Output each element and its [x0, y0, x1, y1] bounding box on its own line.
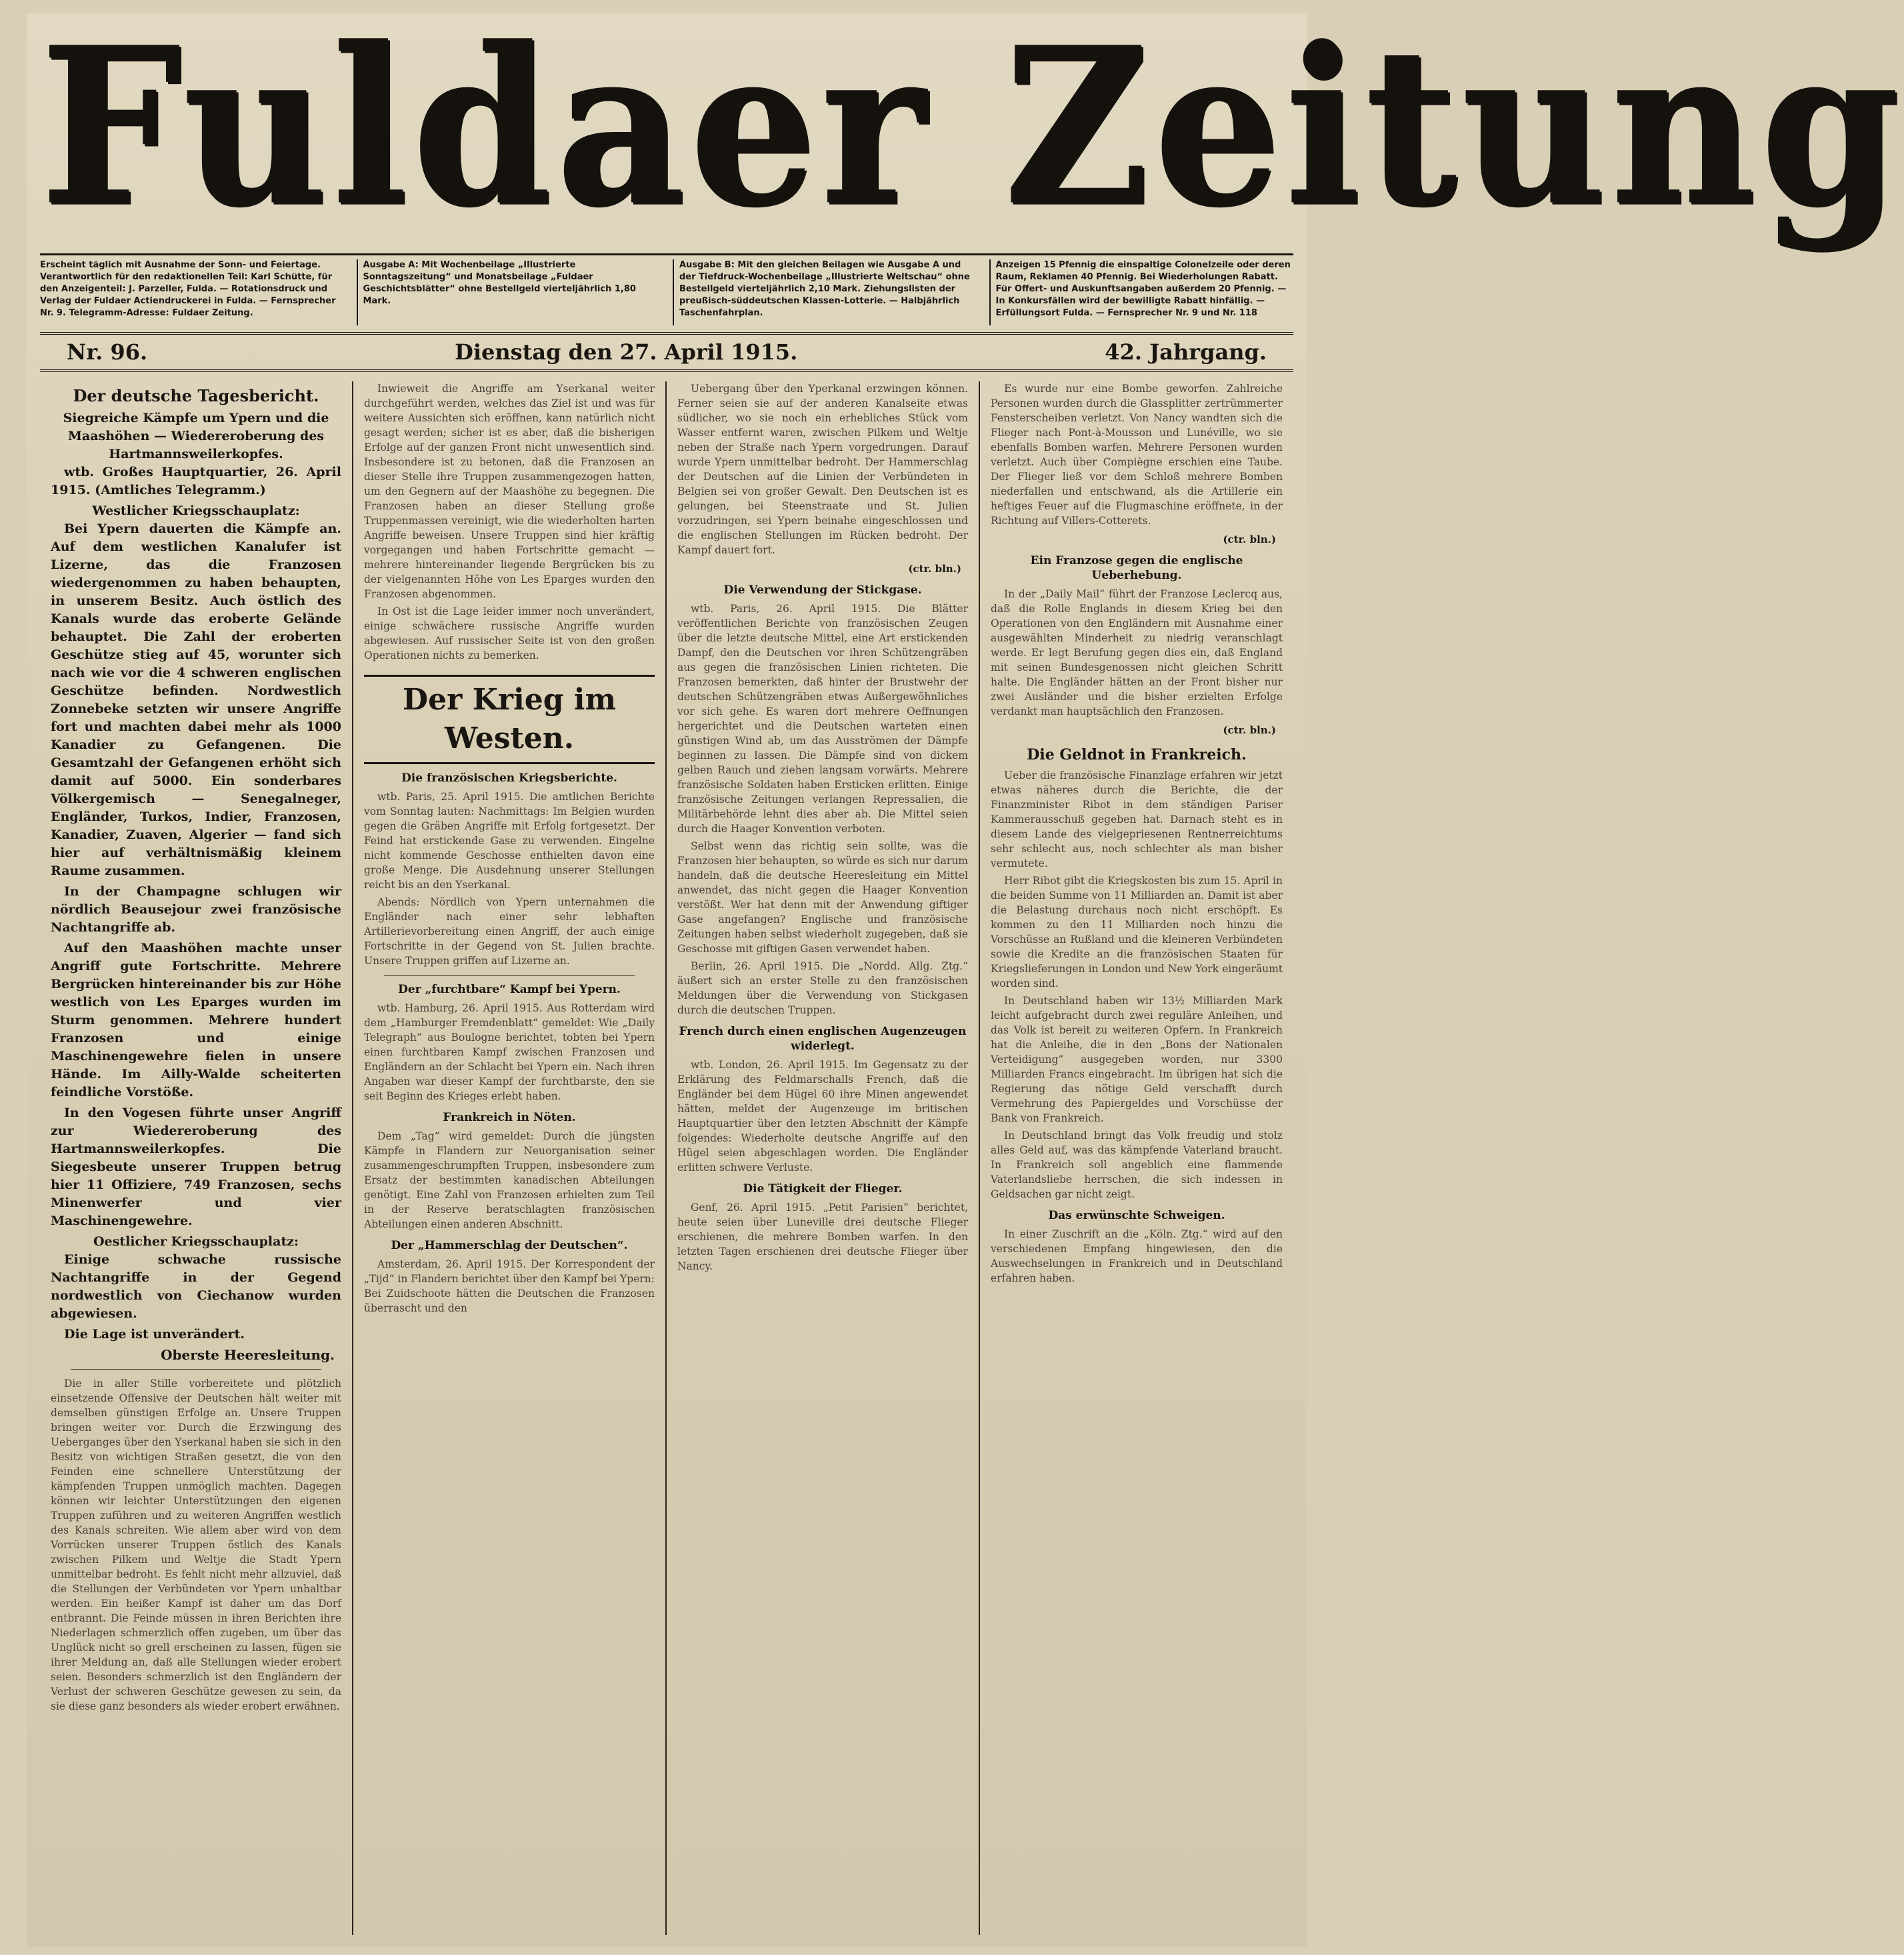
article-columns	[40, 381, 1293, 1935]
article-paragraph: In den Vogesen führte unser Angriff zur Wiedereroberung des Hartmannsweilerkopfes. Die Siegesbeute unserer Truppen betrug hier 11 Offiziere, 749 Franzosen, sechs Minenwerfer und vier Maschinengewehre.	[51, 1106, 341, 1228]
article-paragraph: In der Champagne schlugen wir nördlich Beausejour zwei französische Nachtangriffe ab.	[51, 884, 341, 935]
article-paragraph: Die Lage ist unverändert.	[64, 1327, 245, 1342]
article-headline: Der deutsche Tagesbericht.	[73, 386, 319, 405]
article-subheadline: Siegreiche Kämpfe um Ypern und die Maashöhen — Wiedereroberung des Hartmannsweilerkopfes.	[63, 411, 329, 461]
column-4	[980, 381, 1293, 1935]
column-1	[40, 381, 353, 1935]
article-subheadline: Der „Hammerschlag der Deutschen“.	[391, 1239, 628, 1252]
article-paragraph: In Deutschland haben wir 13½ Milliarden Mark leicht aufgebracht durch zwei reguläre Anleihen, und das Volk ist bereit zu weiteren Opfern. In Frankreich hat die Anleihe, die in den „Bons der Nationalen Verteidigung“ ausgegeben worden, nur 3300 Milliarden Francs eingebracht. Im übrigen hat sich die Regierung das nötige Geld verschafft durch Vermehrung des Papiergeldes und Vorschüsse der Bank von Frankreich.	[991, 995, 1283, 1124]
column-2	[353, 381, 667, 1935]
article-paragraph: wtb. Paris, 25. April 1915. Die amtlichen Berichte vom Sonntag lauten: Nachmittags: Im Belgien wurden gegen die Gräben Angriffe mit Erfolg fortgesetzt. Der Feind hat erstickende Gase zu verwenden. Eingelne nicht kommende Geschosse enthielten davon eine große Menge. Die Ausdehnung unserer Stellungen reicht bis an den Yserkanal.	[364, 791, 655, 891]
article-subheadline: Ein Franzose gegen die englische Ueberhebung.	[1030, 554, 1243, 582]
section-heading-east: Oestlicher Kriegsschauplatz:	[93, 1234, 299, 1249]
article-signature: (ctr. bln.)	[908, 563, 961, 575]
article-paragraph: wtb. Paris, 26. April 1915. Die Blätter veröffentlichen Berichte von französischen Zeugen über die letzte deutsche Mittel, eine Art erstickenden Dampf, den die Deutschen vor ihren Schützengräben aus gegen die französischen Linien richteten. Die Franzosen bemerkten, daß hinter der Brustwehr der deutschen Schützengräben etwas Außergewöhnliches vor sich gehe. Es waren dort mehrere Oeffnungen hergerichtet und die Deutschen warteten einen günstigen Wind ab, um das Ausströmen der Dämpfe beginnen zu lassen. Die Dämpfe sind von dickem gelben Rauch und ziehen langsam vorwärts. Mehrere französische Soldaten haben Ersticken erlitten. Einige französische Zeitungen verlangen Repressalien, die Militärbehörde lehnt dies aber ab. Die Mittel seien durch die Haager Konvention verboten.	[677, 603, 968, 835]
divider	[71, 1369, 321, 1370]
dateline	[40, 332, 1293, 372]
article-paragraph: wtb. Hamburg, 26. April 1915. Aus Rotterdam wird dem „Hamburger Fremdenblatt“ gemeldet: Wie „Daily Telegraph“ aus Boulogne berichtet, tobten bei Ypern einen furchtbaren Kampf zwischen Franzosen und Engländern an der Schlacht bei Ypern ein. Nach ihren Angaben war dieser Kampf der furchtbarste, den sie seit Beginn des Krieges erlebt haben.	[364, 1002, 655, 1102]
article-paragraph: Abends: Nördlich von Ypern unternahmen die Engländer nach einer sehr lebhaften Artillerievorbereitung einen Angriff, der auch einige Fortschritte in der Gegend von St. Julien brachte. Unsere Truppen griffen auf Lizerne an.	[364, 896, 655, 967]
article-paragraph: Inwieweit die Angriffe am Yserkanal weiter durchgeführt werden, welches das Ziel ist und was für weitere Aussichten sich eröffnen, kann natürlich nicht gesagt werden; sicher ist es aber, daß die bisherigen Erfolge auf der ganzen Front nicht unwesentlich sind. Insbesondere ist zu betonen, daß die Franzosen an dieser Stelle ihre Truppen zusammengezogen hatten, um den Gegnern auf der Maashöhe zu begegnen. Die Franzosen haben an dieser Stellung große Truppenmassen vereinigt, wie die wiederholten harten Angriffe beweisen. Unsere Truppen sind hier kräftig vorgegangen und haben Fortschritte gemacht — mehrere hintereinander liegende Bergrücken bis zu der vielgenannten Höhe von Les Eparges wurden den Franzosen abgenommen.	[364, 383, 655, 600]
newspaper-page	[27, 0, 1904, 1947]
article-paragraph: Genf, 26. April 1915. „Petit Parisien“ berichtet, heute seien über Luneville drei deutsche Flieger erschienen, die mehrere Bomben warfen. In den letzten Tagen erschienen drei deutsche Flieger über Nancy.	[677, 1202, 968, 1272]
newspaper-title: Fuldaer Zeitung	[40, 0, 1904, 254]
article-subheadline: Die Tätigkeit der Flieger.	[743, 1182, 903, 1196]
article-paragraph: wtb. London, 26. April 1915. Im Gegensatz zu der Erklärung des Feldmarschalls French, daß die Engländer bei dem Hügel 60 ihre Minen angewendet hätten, meldet der Augenzeuge im britischen Hauptquartier über den letzten Abschnitt der Kämpfe folgendes: Wiederholte deutsche Angriffe auf den Hügel seien abgeschlagen worden. Die Engländer erlitten schwere Verluste.	[677, 1059, 968, 1174]
article-paragraph: Berlin, 26. April 1915. Die „Nordd. Allg. Ztg.“ äußert sich an erster Stelle zu den französischen Meldungen über die Verwendung von Stickgasen durch die deutschen Truppen.	[677, 960, 968, 1016]
article-paragraph: In einer Zuschrift an die „Köln. Ztg.“ wird auf den verschiedenen Empfang hingewiesen, den die Auswechselungen in Frankreich und in Deutschland erfahren haben.	[991, 1228, 1283, 1284]
article-subheadline: Die Verwendung der Stickgase.	[723, 583, 922, 597]
info-box-publication: Erscheint täglich mit Ausnahme der Sonn- und Feiertage. Verantwortlich für den redaktionellen Teil: Karl Schütte, für den Anzeigenteil: J. Parzeller, Fulda. — Rotationsdruck und Verlag der Fuldaer Actiendruckerei in Fulda. — Fernsprecher Nr. 9. Telegramm-Adresse: Fuldaer Zeitung.	[40, 260, 336, 318]
article-paragraph: Einige schwache russische Nachtangriffe in der Gegend nordwestlich von Ciechanow wurden abgewiesen.	[51, 1252, 341, 1321]
article-dateline: wtb. Großes Hauptquartier, 26. April 1915. (Amtliches Telegramm.)	[51, 465, 341, 497]
info-box-advertising: Anzeigen 15 Pfennig die einspaltige Colonelzeile oder deren Raum, Reklamen 40 Pfennig. Bei Wiederholungen Rabatt. Für Offert- und Auskunftsangaben außerdem 20 Pfennig. — In Konkursfällen wird der bewilligte Rabatt hinfällig. — Erfüllungsort Fulda. — Fernsprecher Nr. 9 und Nr. 118	[989, 259, 1294, 325]
article-subheadline: French durch einen englischen Augenzeugen widerlegt.	[679, 1025, 967, 1053]
info-box-edition-a: Ausgabe A: Mit Wochenbeilage „Illustrierte Sonntagszeitung“ und Monatsbeilage „Fuldaer Geschichtsblätter“ ohne Bestellgeld vierteljährlich 1,80 Mark.	[357, 259, 661, 325]
info-box-edition-b: Ausgabe B: Mit den gleichen Beilagen wie Ausgabe A und der Tiefdruck-Wochenbeilage „Illustrierte Weltschau“ ohne Bestellgeld vierteljährlich 2,10 Mark. Ziehungslisten der preußisch-süddeutschen Klassen-Lotterie. — Halbjährlich Taschenfahrplan.	[673, 259, 977, 325]
article-subheadline: Das erwünschte Schweigen.	[1048, 1209, 1225, 1222]
section-headline-war-west: Der Krieg im Westen.	[364, 675, 655, 764]
article-paragraph: Auf den Maashöhen machte unser Angriff gute Fortschritte. Mehrere Bergrücken hintereinander bis zur Höhe westlich von Les Eparges wurden im Sturm genommen. Mehrere hundert Franzosen und einige Maschinengewehre fielen in unsere Hände. Im Ailly-Walde scheiterten feindliche Vorstöße.	[51, 941, 341, 1100]
article-subheadline: Der „furchtbare“ Kampf bei Ypern.	[398, 983, 621, 996]
article-signature: (ctr. bln.)	[1223, 724, 1276, 736]
article-paragraph: Es wurde nur eine Bombe geworfen. Zahlreiche Personen wurden durch die Glassplitter zertrümmerter Fensterscheiben verletzt. Von Nancy wandten sich die Flieger nach Pont-à-Mousson und Lunéville, wo sie ebenfalls Bomben warfen. Mehrere Personen wurden verletzt. Auch über Compiègne erschien eine Taube. Der Flieger ließ vor dem Schloß mehrere Bomben niederfallen und entschwand, als die Artillerie ein heftiges Feuer auf die Flugmaschine eröffnete, in der Richtung auf Villers-Cotterets.	[991, 383, 1283, 527]
article-paragraph: Ueber die französische Finanzlage erfahren wir jetzt etwas näheres durch die Berichte, die der Finanzminister Ribot in dem ständigen Pariser Kammerausschuß gegeben hat. Darnach steht es in diesem Lande des vielgepriesenen Rentnerreichtums sehr schlecht aus, noch schlechter als man bisher vermutete.	[991, 769, 1283, 869]
issue-date: Dienstag den 27. April 1915.	[455, 339, 798, 365]
issue-number: Nr. 96.	[67, 339, 148, 365]
article-paragraph: In Deutschland bringt das Volk freudig und stolz alles Geld auf, was das kämpfende Vaterland braucht. In Frankreich soll angeblich eine flammende Vaterlandsliebe herrschen, die sich indessen in Geldsachen gar nicht zeigt.	[991, 1130, 1283, 1200]
volume-number: 42. Jahrgang.	[1105, 339, 1267, 365]
article-signature: Oberste Heeresleitung.	[161, 1347, 335, 1363]
article-paragraph: In Ost ist die Lage leider immer noch unverändert, einige schwächere russische Angriffe wurden abgewiesen. Auf russischer Seite ist von den großen Operationen nichts zu bemerken.	[364, 605, 655, 661]
article-paragraph: Die in aller Stille vorbereitete und plötzlich einsetzende Offensive der Deutschen hält weiter mit demselben günstigen Erfolge an. Unsere Truppen bringen weiter vor. Durch die Erzwingung des Ueberganges über den Yserkanal haben sie sich in den Besitz von wichtigen Straßen gesetzt, die von den Feinden eine schnellere Unterstützung der kämpfenden Truppen unmöglich machten. Dagegen können wir leichter Unterstützungen den eigenen Truppen zuführen und zu weiteren Angriffen westlich des Kanals schreiten. Wie allem aber wird von dem Vorrücken unserer Truppen östlich des Kanals zwischen Pilkem und Weltje die Stadt Ypern unmittelbar bedroht. Es fehlt nicht mehr allzuviel, daß die Stellungen der Verbündeten vor Ypern unhaltbar werden. Ein heißer Kampf ist daher um das Dorf entbrannt. Die Feinde müssen in ihren Berichten ihre Niederlagen schmerzlich offen zugeben, um über das Unglück nicht so grell erscheinen zu lassen, fügen sie ihrer Meldung an, daß alle Stellungen wieder erobert seien. Besonders schmerzlich ist den Engländern der Verlust der schweren Geschütze gewesen zu sein, da sie diese ganz besonders als wieder erobert erwähnen.	[51, 1378, 341, 1712]
article-paragraph: Herr Ribot gibt die Kriegskosten bis zum 15. April in die beiden Summe von 11 Milliarden an. Damit ist aber die Belastung durchaus noch nicht erschöpft. Es kommen zu den 11 Milliarden noch hinzu die Vorschüsse an Rußland und die kleineren Verbündeten sowie die Kredite an die französischen Staaten für Kriegslieferungen in London und New York eingeräumt worden sind.	[991, 875, 1283, 990]
info-strip	[40, 253, 1293, 325]
article-paragraph: In der „Daily Mail“ führt der Franzose Leclercq aus, daß die Rolle Englands in diesem Krieg bei den Operationen von den Engländern mit Ausnahme einer ausgewählten Minderheit zu niedrig veranschlagt werde. Er legt Berufung gegen dies ein, daß England mit seinen Bundesgenossen nicht gleichen Schritt halte. Die Engländer hätten an der Front bisher nur zwei Ausländer und die bisher erzielten Erfolge verdankt man hauptsächlich den Franzosen.	[991, 588, 1283, 717]
article-paragraph: Dem „Tag“ wird gemeldet: Durch die jüngsten Kämpfe in Flandern zur Neuorganisation seiner zusammengeschrumpften Truppen, insbesondere zum Ersatz der bestimmten kanadischen Abteilungen genötigt. Eine Zahl von Franzosen erhielten zum Teil in der Reserve beratschlagten französischen Abteilungen einen anderen Abschnitt.	[364, 1130, 655, 1230]
section-heading-west: Westlicher Kriegsschauplatz:	[92, 503, 300, 518]
article-paragraph: Amsterdam, 26. April 1915. Der Korrespondent der „Tijd“ in Flandern berichtet über den Kampf bei Ypern: Bei Zuidschoote hätten die Deutschen die Franzosen überrascht und den	[364, 1258, 655, 1314]
article-paragraph: Uebergang über den Yperkanal erzwingen können. Ferner seien sie auf der anderen Kanalseite etwas südlicher, wo sie noch ein erhebliches Stück vom Wasser entfernt waren, zwischen Pilkem und Weltje neben der Straße nach Ypern vorgedrungen. Darauf wurde Ypern unmittelbar bedroht. Der Hammerschlag der Deutschen auf die Linien der Verbündeten in Belgien sei von großer Gewalt. Den Deutschen ist es gelungen, bei Steenstraate und St. Julien vorzudringen, sei Ypern beinahe eingeschlossen und die englischen Stellungen im Rücken bedroht. Der Kampf dauert fort.	[677, 383, 968, 556]
article-paragraph: Bei Ypern dauerten die Kämpfe an. Auf dem westlichen Kanalufer ist Lizerne, das die Franzosen wiedergenommen zu haben behaupten, in unserem Besitz. Auch östlich des Kanals wurde das eroberte Gelände behauptet. Die Zahl der eroberten Geschütze stieg auf 45, worunter sich nach wie vor die 4 schweren englischen Geschütze befinden. Nordwestlich Zonnebeke setzten wir unsere Angriffe fort und machten dabei mehr als 1000 Kanadier zu Gefangenen. Die Gesamtzahl der Gefangenen erhöht sich damit auf 5000. Ein sonderbares Völkergemisch — Senegalneger, Engländer, Turkos, Indier, Franzosen, Kanadier, Zuaven, Algerier — fand sich hier auf verhältnismäßig kleinem Raume zusammen.	[51, 521, 341, 878]
article-subheadline: Die französischen Kriegsberichte.	[401, 771, 617, 785]
article-headline: Die Geldnot in Frankreich.	[1027, 746, 1247, 763]
article-signature: (ctr. bln.)	[1223, 533, 1276, 545]
column-3	[667, 381, 980, 1935]
masthead	[40, 0, 1904, 254]
article-subheadline: Frankreich in Nöten.	[443, 1111, 576, 1124]
article-paragraph: Selbst wenn das richtig sein sollte, was die Franzosen hier behaupten, so würde es sich nur darum handeln, daß die deutsche Heeresleitung ein Mittel anwendet, das nicht gegen die Haager Konvention verstößt. Wer hat denn mit der Anwendung giftiger Gase angefangen? Englische und französische Zeitungen haben selbst wiederholt zugegeben, daß sie Geschosse mit giftigen Gasen verwendet haben.	[677, 840, 968, 955]
